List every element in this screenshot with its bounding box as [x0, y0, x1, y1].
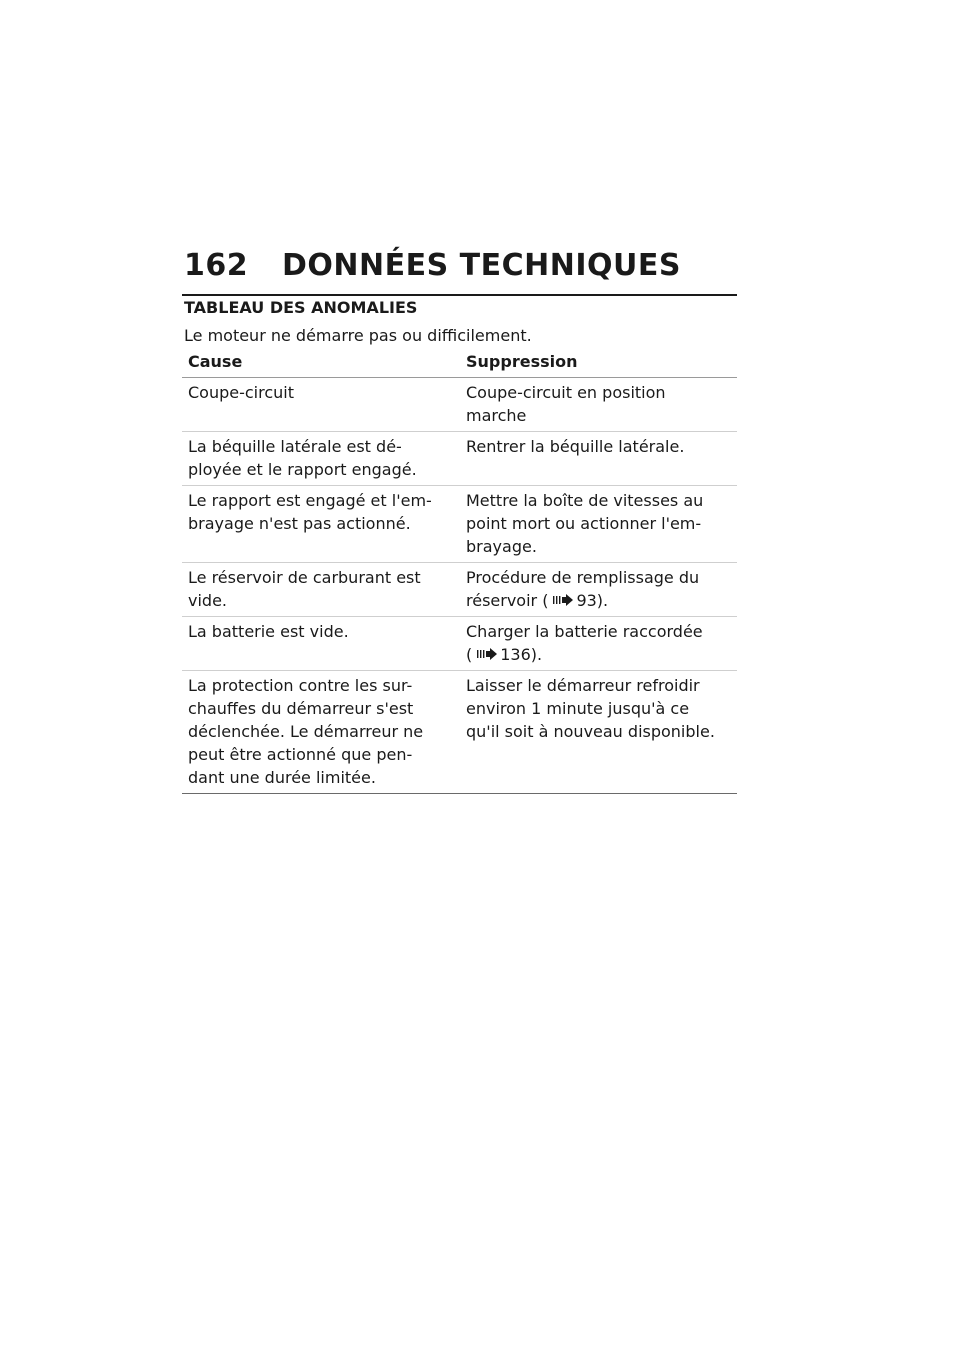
- suppression-line: marche: [466, 406, 527, 425]
- cause-cell: [182, 435, 460, 481]
- troubleshooting-table: [182, 349, 737, 794]
- section-title: TABLEAU DES ANOMALIES: [184, 298, 418, 317]
- table-header-row: [182, 349, 737, 378]
- reference-prefix: (: [466, 645, 473, 664]
- page-reference-arrow-icon: [552, 593, 574, 607]
- suppression-line: environ 1 minute jusqu'à ce: [466, 699, 690, 718]
- table-row: [182, 563, 737, 617]
- suppression-cell: [460, 435, 737, 481]
- page-reference-arrow-icon: [476, 647, 498, 661]
- cause-cell: [182, 489, 460, 558]
- suppression-line: qu'il soit à nouveau disponible.: [466, 722, 715, 741]
- cause-line: La protection contre les sur-: [188, 676, 413, 695]
- table-row: [182, 671, 737, 794]
- suppression-line: Procédure de remplissage du: [466, 568, 700, 587]
- suppression-line: Charger la batterie raccordée: [466, 622, 703, 641]
- suppression-line: Coupe-circuit en position: [466, 383, 666, 402]
- suppression-cell: [460, 674, 737, 789]
- cause-line: Le rapport est engagé et l'em-: [188, 491, 432, 510]
- table-row: [182, 486, 737, 563]
- cause-line: La batterie est vide.: [188, 622, 349, 641]
- suppression-line: Rentrer la béquille latérale.: [466, 437, 685, 456]
- suppression-reference-line: [466, 589, 731, 612]
- table-row: [182, 432, 737, 486]
- suppression-cell: [460, 489, 737, 558]
- suppression-cell: [460, 620, 737, 666]
- column-header-cause: Cause: [188, 352, 243, 371]
- column-header-suppression: Suppression: [466, 352, 578, 371]
- reference-page-number: 93).: [576, 591, 609, 610]
- cause-line: Le réservoir de carburant est: [188, 568, 421, 587]
- cause-line: déclenchée. Le démarreur ne: [188, 722, 424, 741]
- suppression-line: brayage.: [466, 537, 537, 556]
- table-row: [182, 617, 737, 671]
- cause-line: vide.: [188, 591, 227, 610]
- suppression-cell: [460, 381, 737, 427]
- chapter-title: DONNÉES TECHNIQUES: [282, 248, 681, 283]
- suppression-line: Mettre la boîte de vitesses au: [466, 491, 704, 510]
- cause-line: peut être actionné que pen-: [188, 745, 413, 764]
- cause-cell: [182, 674, 460, 789]
- cause-line: dant une durée limitée.: [188, 768, 376, 787]
- cause-line: chauffes du démarreur s'est: [188, 699, 414, 718]
- header-rule: [182, 294, 737, 296]
- suppression-reference-line: [466, 643, 731, 666]
- cause-cell: [182, 620, 460, 666]
- cause-line: ployée et le rapport engagé.: [188, 460, 417, 479]
- cause-cell: [182, 381, 460, 427]
- cause-line: Coupe-circuit: [188, 383, 294, 402]
- cause-cell: [182, 566, 460, 612]
- cause-line: brayage n'est pas actionné.: [188, 514, 411, 533]
- section-intro: Le moteur ne démarre pas ou difficilement.: [184, 326, 532, 345]
- reference-prefix: réservoir (: [466, 591, 549, 610]
- suppression-line: point mort ou actionner l'em-: [466, 514, 702, 533]
- table-row: [182, 378, 737, 432]
- suppression-line: Laisser le démarreur refroidir: [466, 676, 700, 695]
- suppression-cell: [460, 566, 737, 612]
- page-number: 162: [184, 248, 249, 283]
- page-header: [182, 248, 737, 284]
- reference-page-number: 136).: [500, 645, 543, 664]
- cause-line: La béquille latérale est dé-: [188, 437, 402, 456]
